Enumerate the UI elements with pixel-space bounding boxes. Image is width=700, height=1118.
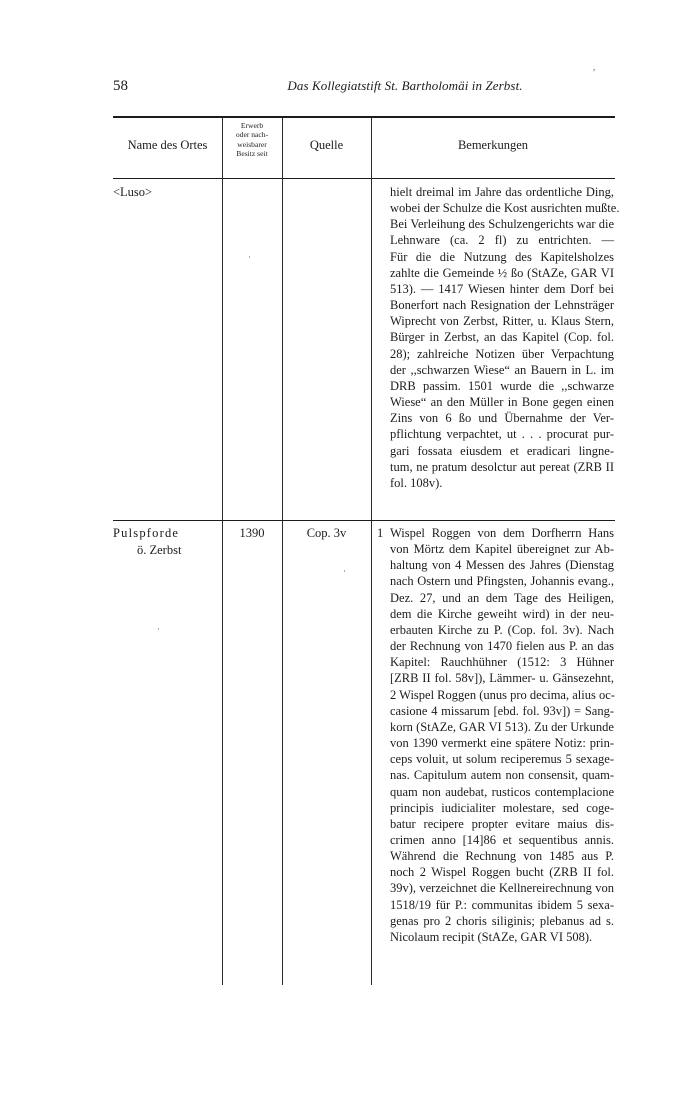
remarks-line: dem die Kirche geweiht wird) in der neu- (390, 606, 614, 621)
row-divider (113, 520, 615, 521)
remarks-line: Bonerfort nach Resignation der Lehnsträger (390, 298, 614, 313)
column-header-quelle: Quelle (309, 138, 344, 152)
remarks-line: Während die Rechnung von 1485 aus P. (390, 849, 614, 864)
remarks-line: erbauten Kirche zu P. (Cop. fol. 3v). Nach (390, 622, 614, 637)
column-header-erwerb-line: Erwerb (240, 121, 264, 130)
remarks-line: crimen anno [14]86 et sequentibus annis. (390, 832, 614, 847)
remarks-line: der ,,schwarzen Wiese“ an Bauern in L. im (390, 362, 614, 377)
remarks-line: 513). — 1417 Wiesen hinter dem Dorf bei (390, 281, 614, 296)
remarks-line: DRB passim. 1501 wurde die ,,schwarze (390, 378, 614, 393)
remarks-line: 28); zahlreiche Notizen über Verpachtung (390, 346, 614, 361)
remarks-line: Wiese“ an den Müller in Bone gegen einen (390, 395, 614, 410)
remarks-line: 2 Wispel Roggen (unus pro decima, alius oc- (390, 687, 615, 702)
acquisition-year: 1390 (239, 526, 265, 540)
remarks-line: korn (StAZe, GAR VI 513). Zu der Urkunde (390, 719, 614, 734)
remarks-line: zahlte die Gemeinde ½ ßo (StAZe, GAR VI (390, 265, 614, 280)
remarks-line: fol. 108v). (390, 475, 443, 490)
remarks-line: Für die die Nutzung des Kapitelsholzes (390, 249, 614, 264)
column-header-erwerb-line: weisbarer (237, 139, 267, 149)
remarks-line: Wispel Roggen von dem Dorfherrn Hans (390, 526, 614, 540)
remarks-line: gari fossata eiusdem et eradicari lingne- (390, 443, 614, 458)
remarks-line: ceps voluit, ut solum reciperemus 5 sexage- (390, 752, 614, 767)
place-name: Pulspforde (113, 526, 180, 540)
remarks-line: Wiprecht von Zerbst, Ritter, u. Klaus Stern, (390, 314, 614, 329)
place-name: <Luso> (113, 185, 153, 199)
remarks-line: Bürger in Zerbst, an das Kapitel (Cop. fol. (390, 330, 614, 345)
remarks-line: quam non audebat, rusticos contemplacione (390, 784, 614, 799)
remarks-line: wobei der Schulze die Kost ausrichten mußte. (390, 201, 620, 216)
remarks-line: tum, ne pratum desolctur aut pereat (ZRB II (390, 459, 614, 474)
place-location: ö. Zerbst (137, 543, 182, 557)
header-rule (113, 178, 615, 179)
source-reference: Cop. 3v (306, 526, 347, 540)
remarks-line: von Mörtz dem Kapitel übereignet zur Ab- (390, 542, 614, 557)
remarks-line: Lehnware (ca. 2 fl) zu entrichten. — (390, 233, 614, 248)
column-header-name: Name des Ortes (127, 138, 208, 152)
remarks-line: [ZRB II fol. 58v]), Lämmer- u. Gänsezehnt, (390, 671, 614, 686)
remarks-line: von 1390 vermerkt eine spätere Notiz: prin- (390, 736, 614, 751)
column-divider (282, 118, 283, 985)
remarks-line: Bei Verleihung des Schulzengerichts war die (390, 217, 614, 232)
remarks-line: nas. Capitulum autem non consensit, quam- (390, 768, 614, 783)
scan-mark: · (157, 624, 160, 634)
remarks-line: pflichtung verpachtet, ut . . . procurat pur- (390, 427, 614, 442)
remarks-line: 39v), verzeichnet die Kellnereirechnung von (390, 881, 614, 896)
scan-mark: , (593, 62, 596, 72)
remarks-text (390, 184, 620, 491)
remarks-line: Nicolaum recipit (StAZe, GAR VI 508). (390, 929, 593, 944)
page-number: 58 (113, 78, 128, 94)
table-top-rule (113, 116, 615, 118)
remarks-text (390, 525, 614, 945)
remarks-line: principis iudicialiter molestare, sed coge- (390, 800, 614, 815)
scan-mark: · (343, 566, 346, 576)
remarks-line: batur recipere propter evitare maius dis- (390, 816, 614, 831)
remarks-line: 1518/19 für P.: communitas ibidem 5 sexa- (390, 897, 614, 912)
remarks-line: nach Ostern und Pfingsten, Johannis evang., (390, 574, 614, 589)
remarks-line: Kapitel: Rauchhühner (1512: 3 Hühner (390, 655, 614, 670)
column-header-bemerkungen: Bemerkungen (457, 138, 529, 152)
column-header-erwerb-line: Besitz seit (236, 149, 268, 159)
column-header-erwerb-line: oder nach- (235, 130, 269, 140)
remarks-line: Zins von 6 ßo und Übernahme der Ver- (390, 411, 614, 426)
column-header-erwerb (222, 121, 282, 159)
remarks-line: Dez. 27, und an dem Tage des Heiligen, (390, 590, 614, 605)
remarks-line: haltung von 4 Messen des Jahres (Dienstag (390, 558, 614, 573)
column-divider (371, 118, 372, 985)
remarks-number: 1 (377, 526, 384, 540)
remarks-line: noch 2 Wispel Roggen bucht (ZRB II fol. (390, 865, 614, 880)
remarks-line: der Rechnung von 1470 fielen aus P. an das (390, 639, 614, 654)
remarks-line: hielt dreimal im Jahre das ordentliche Ding, (390, 185, 614, 199)
remarks-line: casione 4 missarum [ebd. fol. 93v]) = Sang- (390, 703, 614, 718)
running-title: Das Kollegiatstift St. Bartholomäi in Zerbst. (287, 78, 523, 93)
scan-mark: · (248, 252, 251, 262)
remarks-line: genas pro 2 choris siliginis; plebanus ad s. (390, 913, 614, 928)
